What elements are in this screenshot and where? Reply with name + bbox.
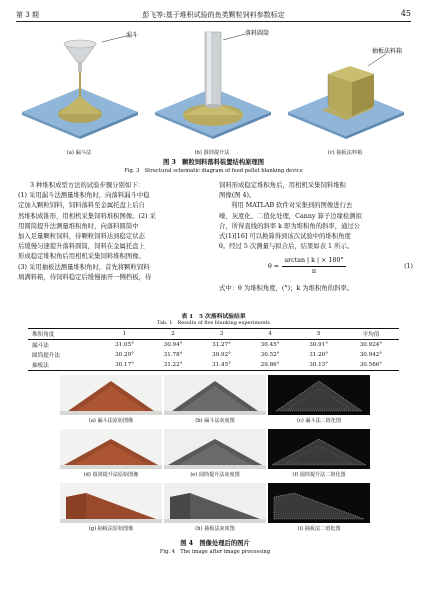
box-label: 抽板法料箱 (372, 48, 403, 55)
table-cell: 圆筒提升法 (32, 353, 60, 359)
paragraph-line: θ。经过 5 次测量与拟合后，结果如表 1 所示。 (219, 243, 354, 251)
figure-4h-caption: (h) 抽板法灰度图 (195, 526, 235, 532)
figure-4-caption-en: Fig. 4 The image after image processing (159, 549, 271, 555)
paragraph-line: 噪、灰度化、二值化处理，Canny 算子边缘检测拟 (219, 212, 362, 220)
table-cell: 30.92° (212, 352, 231, 358)
figure-4b (164, 375, 266, 428)
table-row (28, 360, 399, 371)
table-row (28, 350, 399, 360)
table-header-cell: 2 (149, 329, 198, 340)
figure-3a (16, 26, 142, 160)
paragraph-line: 加入足量颗粒饲料，待颗粒饲料达到稳定状态 (18, 233, 145, 241)
figure-4b-caption: (b) 漏斗法灰度图 (195, 418, 235, 424)
table-1-caption-cn: 表 1 5 次落料试验结果 (181, 314, 246, 320)
cylinder-diagram (149, 26, 275, 148)
paragraph-line: (3) 采用抽板法测量堆积角时，首先将颗粒饲料 (18, 263, 150, 271)
paragraph-line: 定加入颗粒饲料，饲料落料至金属托盘上后自 (18, 202, 145, 210)
table-cell: 31.22° (149, 360, 198, 371)
pile-image-original (60, 429, 162, 469)
table-1-caption-en: Tab. 1 Results of five blanking experiments (157, 320, 270, 326)
table-cell: 抽板法 (28, 360, 100, 371)
figure-4g (60, 483, 162, 536)
fraction-bar (282, 266, 346, 267)
figure-4c (268, 375, 370, 428)
figure-3b (149, 26, 275, 160)
header-rule (16, 21, 411, 22)
pile-image-original (60, 375, 162, 415)
figure-3a-caption: (a) 漏斗法 (66, 150, 92, 156)
table-cell: 31.45° (197, 360, 246, 371)
table-cell: 31.20° (309, 352, 328, 358)
figure-4f-caption: (f) 圆筒提升法二值化图 (292, 472, 346, 478)
issue-number: 第 3 期 (16, 11, 39, 19)
paragraph-line: 然堆积成锥形，用相机采集饲料堆积图像。(2) 采 (18, 212, 156, 220)
paragraph-line: 用圆筒提升法测量堆积角时，向落料圆筒中 (18, 222, 139, 230)
figure-3c (282, 26, 408, 160)
equation-lhs: θ = (268, 263, 280, 270)
figure-3 (16, 26, 411, 174)
equation-denominator: π (311, 268, 317, 275)
paragraph-line: 图像(图 4)。 (219, 192, 256, 200)
figure-4a-caption: (a) 漏斗法原始图像 (88, 418, 134, 424)
table-cell: 30.924° (359, 342, 383, 348)
funnel-label: 漏斗 (126, 32, 139, 39)
pile-image-binary (268, 375, 370, 415)
table-header-row (28, 329, 399, 340)
table-cell: 30.45° (260, 342, 280, 348)
equation-1 (268, 257, 413, 279)
figure-4a (60, 375, 162, 428)
figure-4i-caption: (i) 抽板法二值化图 (297, 526, 341, 532)
formula-note-text: 式中：θ 为堆积角度，(°)；k 为堆积角的斜率。 (219, 285, 354, 292)
paragraph-line: (1) 采用漏斗法测量堆积角时，向落料漏斗中稳 (18, 192, 150, 200)
table-cell: 31.05° (115, 342, 134, 348)
paragraph-line: 形成稳定堆积角后用相机采集饲料堆积图像。 (18, 253, 145, 261)
pile-image-gray (164, 429, 266, 469)
figure-4i (268, 483, 370, 536)
formula-note (219, 284, 411, 294)
figure-4e-caption: (e) 圆筒提升法灰度图 (190, 472, 240, 478)
table-cell: 漏斗法 (32, 343, 49, 349)
pile-image-gray (164, 483, 266, 523)
figure-3-caption-cn: 图 3 颗粒饲料落料装置结构原理图 (162, 159, 265, 166)
figure-4f (268, 429, 370, 482)
figure-4d-caption: (d) 圆筒提升法原始图像 (83, 472, 139, 478)
table-header-cell: 堆积角度 (28, 329, 100, 340)
page-number: 45 (400, 9, 411, 18)
table-cell: 30.566° (343, 360, 399, 371)
paragraph-line: 饲料形成稳定堆积角后，用相机采集饲料堆积 (219, 182, 346, 189)
table-row (28, 340, 399, 351)
pile-image-gray (164, 375, 266, 415)
figure-4c-caption: (c) 漏斗法二值化图 (296, 418, 342, 424)
table-cell: 31.78° (163, 352, 183, 358)
equation-numerator: arctan | k | × 180° (284, 257, 344, 264)
figure-3c-caption: (c) 抽板法料箱 (327, 150, 363, 156)
cylinder-label: 落料圆筒 (245, 30, 270, 37)
paragraph-line: 填满料箱，待饲料稳定后缓慢抽开一侧挡板，待 (18, 273, 152, 281)
table-cell: 30.94° (163, 342, 183, 348)
table-cell: 31.27° (212, 342, 231, 348)
paragraph-line: 后缓慢匀速提升落料圆筒，饲料在金属托盘上 (18, 243, 145, 251)
left-text-column (18, 181, 208, 283)
table-header-cell: 1 (100, 329, 149, 340)
equation-number: (1) (404, 263, 413, 270)
paragraph-line: 合，所得直线的斜率 k 即为堆积角的斜率，通过公 (219, 222, 361, 230)
pile-image-binary (268, 429, 370, 469)
figure-3b-caption: (b) 圆筒提升法 (194, 150, 230, 156)
running-title: 彭飞等:基于堆积试验的鱼类颗粒饲料参数标定 (142, 11, 285, 19)
table-header-cell: 平均值 (343, 329, 399, 340)
pile-image-binary (268, 483, 370, 523)
table-header-cell: 5 (294, 329, 343, 340)
table-header-cell: 4 (246, 329, 295, 340)
right-text-column (219, 181, 411, 252)
box-diagram (282, 26, 408, 148)
table-header-cell: 3 (197, 329, 246, 340)
figure-3-caption-en: Fig. 3 Structural schematic diagram of feed pellet blanking device (124, 168, 303, 174)
paragraph-line: 式(1)[16] 可以换算得到该次试验中的堆积角度 (219, 233, 351, 241)
figure-4d (60, 429, 162, 482)
table-cell: 30.91° (309, 342, 328, 348)
table-cell: 29.86° (246, 360, 295, 371)
table-cell: 30.17° (100, 360, 149, 371)
paragraph-line: 3 种堆积成型方法的试验步骤分别如下： (30, 182, 144, 189)
paragraph-line: 利用 MATLAB 软件对采集到的图像进行去 (231, 202, 353, 210)
table-cell: 30.13° (294, 360, 343, 371)
table-cell: 30.29° (115, 352, 134, 358)
pile-image-original (60, 483, 162, 523)
table-cell: 30.942° (359, 352, 383, 358)
figure-4e (164, 429, 266, 482)
figure-4-caption-cn: 图 4 图像处理后的图片 (180, 540, 250, 547)
funnel-diagram (16, 26, 142, 148)
figure-4g-caption: (g) 抽板法原始图像 (88, 526, 134, 532)
results-table (28, 328, 399, 371)
table-cell: 30.52° (260, 352, 280, 358)
figure-4 (60, 375, 370, 600)
figure-4h (164, 483, 266, 536)
